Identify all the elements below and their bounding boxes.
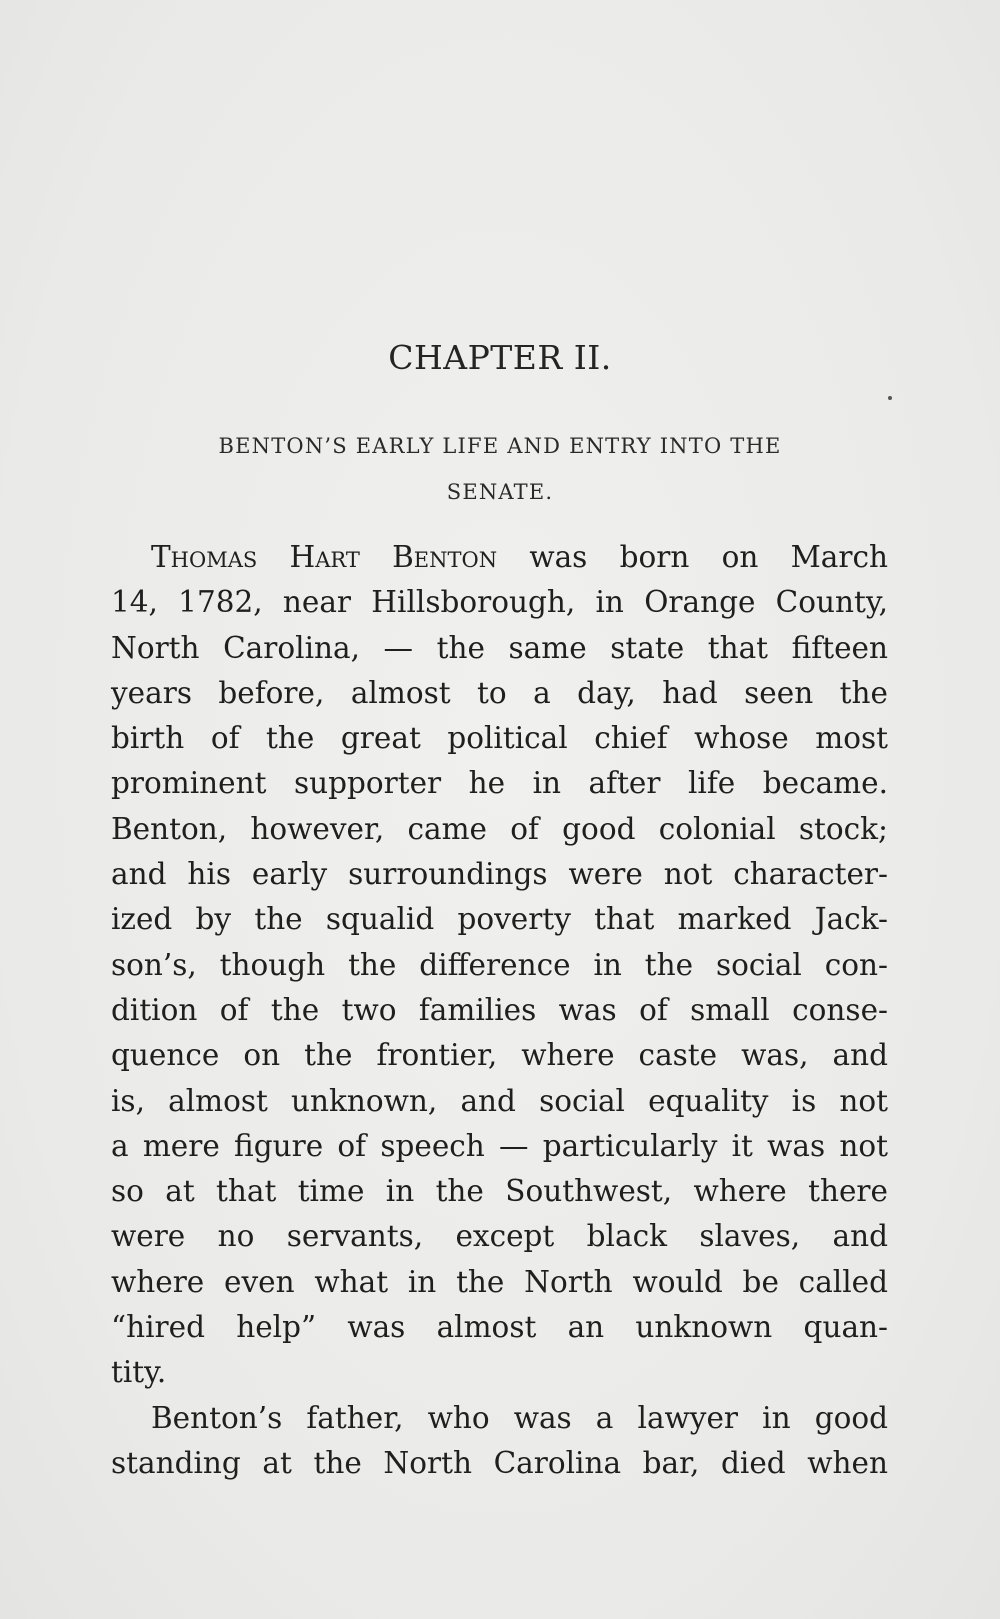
body-text [111,535,888,1486]
text-line: 14, 1782, near Hillsborough, in Orange County, [111,585,888,620]
text-line: son’s, though the difference in the social con- [111,947,888,982]
print-speck [888,396,892,400]
text-line: “hired help” was almost an unknown quan- [111,1310,888,1345]
chapter-subtitle-line: BENTON’S EARLY LIFE AND ENTRY INTO THE [218,434,782,458]
text-line: prominent supporter he in after life became. [111,766,888,801]
text-line: so at that time in the Southwest, where there [111,1174,888,1209]
text-line: birth of the great political chief whose most [111,721,888,756]
text-line: tity. [111,1355,167,1390]
author-name-small-caps: Thomas Hart Benton [151,540,498,574]
chapter-title: CHAPTER II. [388,338,612,377]
text-line: quence on the frontier, where caste was, and [111,1038,888,1073]
chapter-subtitle-line: SENATE. [446,480,554,504]
text-line-fragment: was born on March [497,540,888,574]
text-line: Benton, however, came of good colonial stock; [111,811,888,846]
text-line: where even what in the North would be called [111,1264,888,1299]
text-line [111,535,888,580]
text-line: dition of the two families was of small conse- [111,992,888,1027]
text-line: is, almost unknown, and social equality is not [111,1083,888,1118]
text-line: Benton’s father, who was a lawyer in good [151,1400,888,1435]
text-line: ized by the squalid poverty that marked Jack- [111,902,888,937]
text-line: were no servants, except black slaves, and [111,1219,888,1254]
text-line: standing at the North Carolina bar, died when [111,1445,888,1480]
chapter-subtitle [112,423,888,515]
text-line: North Carolina, — the same state that fifteen [111,630,888,665]
text-line: a mere figure of speech — particularly it was not [111,1128,888,1163]
text-line: and his early surroundings were not character- [111,857,888,892]
text-line: years before, almost to a day, had seen the [111,675,888,710]
